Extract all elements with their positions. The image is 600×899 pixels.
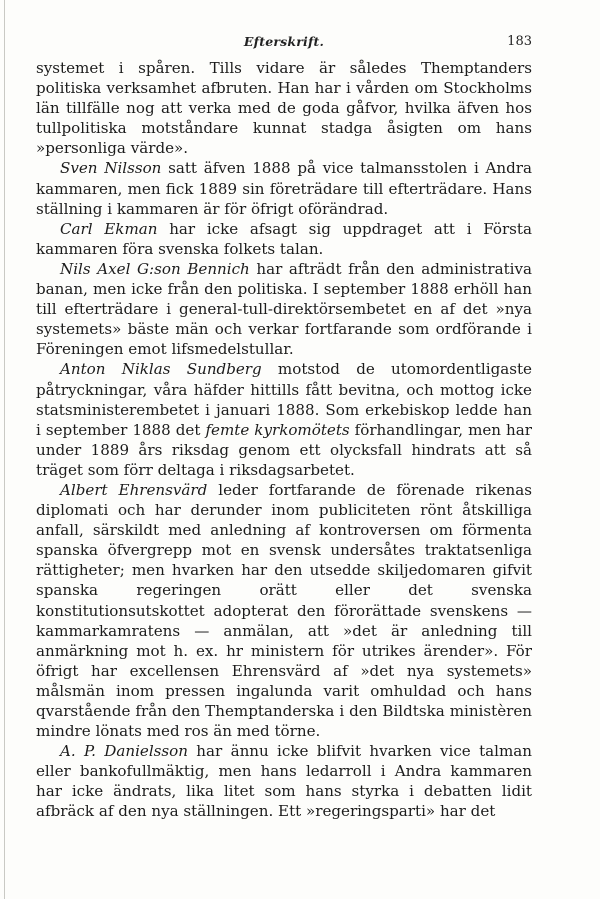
- person-name: Nils Axel G:son Bennich: [60, 259, 250, 278]
- person-name: Anton Niklas Sundberg: [60, 360, 262, 379]
- person-name: Albert Ehrensvärd: [60, 480, 208, 499]
- paragraph-text: satt äfven 1888 på vice talmansstolen i Andra kammaren, men fick 1889 sin företrädare till efterträdare. Hans ställning i kammaren är för öfrigt oförändrad.: [36, 159, 532, 218]
- body-text: [36, 58, 532, 822]
- paragraph-text: har ännu icke blifvit hvarken vice talman eller bankofullmäktig, men hans ledarroll i Andra kammaren har icke ändrats, lika litet som hans styrka i debatten lidit afbräck af den nya ställningen. Ett »regeringsparti» har det: [36, 742, 532, 821]
- page-number: 183: [507, 34, 532, 49]
- paragraph-text: har afträdt från den administrativa banan, men icke från den politiska. I september 1888 erhöll han till efterträdare i general-tull-direktörsembetet en af det »nya systemets» bäste män och verkar fortfarande som ordförande i Föreningen emot lifsmedelstullar.: [36, 259, 532, 359]
- paragraph-bennich: [36, 259, 532, 359]
- paragraph-danielsson: [36, 741, 532, 821]
- person-name: Carl Ekman: [60, 219, 158, 238]
- emphasized-text: femte kyrkomötets: [205, 420, 350, 439]
- paragraph-text: leder fortfarande de förenade rikenas diplomati och har derunder inom publiciteten rönt åtskilliga anfall, särskildt med anledning af kontroversen om förmenta spanska öfvergrepp mot en svensk undersåtes traktatsenliga rättigheter; men hvarken har den utsedde skiljedomaren gifvit spanska regeringen orätt eller det svenska konstitutionsutskottet adopterat den förorättade svenskens — kammarkamratens — anmälan, att »det är anledning till anmärkning mot h. ex. hr ministern för utrikes ärender». För öfrigt har excellensen Ehrensvärd af »det nya systemets» målsmän inom pressen ingalunda varit omhuldad och hans qvarstående från den Themptanderska i den Bildtska ministèren mindre lönats med ros än med törne.: [36, 480, 532, 741]
- paragraph-text: förhandlingar, men har under 1889 års riksdag genom ett olycksfall hindrats att så träget som förr deltaga i riksdagsarbetet.: [36, 420, 532, 479]
- person-name: A. P. Danielsson: [60, 742, 188, 761]
- paragraph-text: systemet i spåren. Tills vidare är således Themptanders politiska verksamhet afbruten. Han har i vården om Stockholms län tillfälle nog att verka med de goda gåfvor, hvilka äfven hos tullpolitiska motståndare kunnat stadga åsigten om hans »personliga värde».: [36, 59, 532, 158]
- paragraph-text: motstod de utomordentligaste påtryckningar, våra häfder hittills fått bevitna, och mottog icke statsministerembetet i januari 1888. Som erkebiskop ledde han i september 1888 det: [36, 360, 532, 439]
- page-edge-line: [4, 0, 5, 899]
- paragraph-ehrensvard: [36, 480, 532, 741]
- page-header: [36, 34, 532, 54]
- paragraph-themptander: [36, 58, 532, 158]
- paragraph-sundberg: [36, 359, 532, 480]
- paragraph-text: har icke afsagt sig uppdraget att i Första kammaren föra svenska folkets talan.: [36, 219, 532, 258]
- person-name: Sven Nilsson: [60, 159, 162, 178]
- running-title: Efterskrift.: [243, 34, 325, 49]
- paragraph-carl-ekman: [36, 219, 532, 259]
- paragraph-sven-nilsson: [36, 158, 532, 218]
